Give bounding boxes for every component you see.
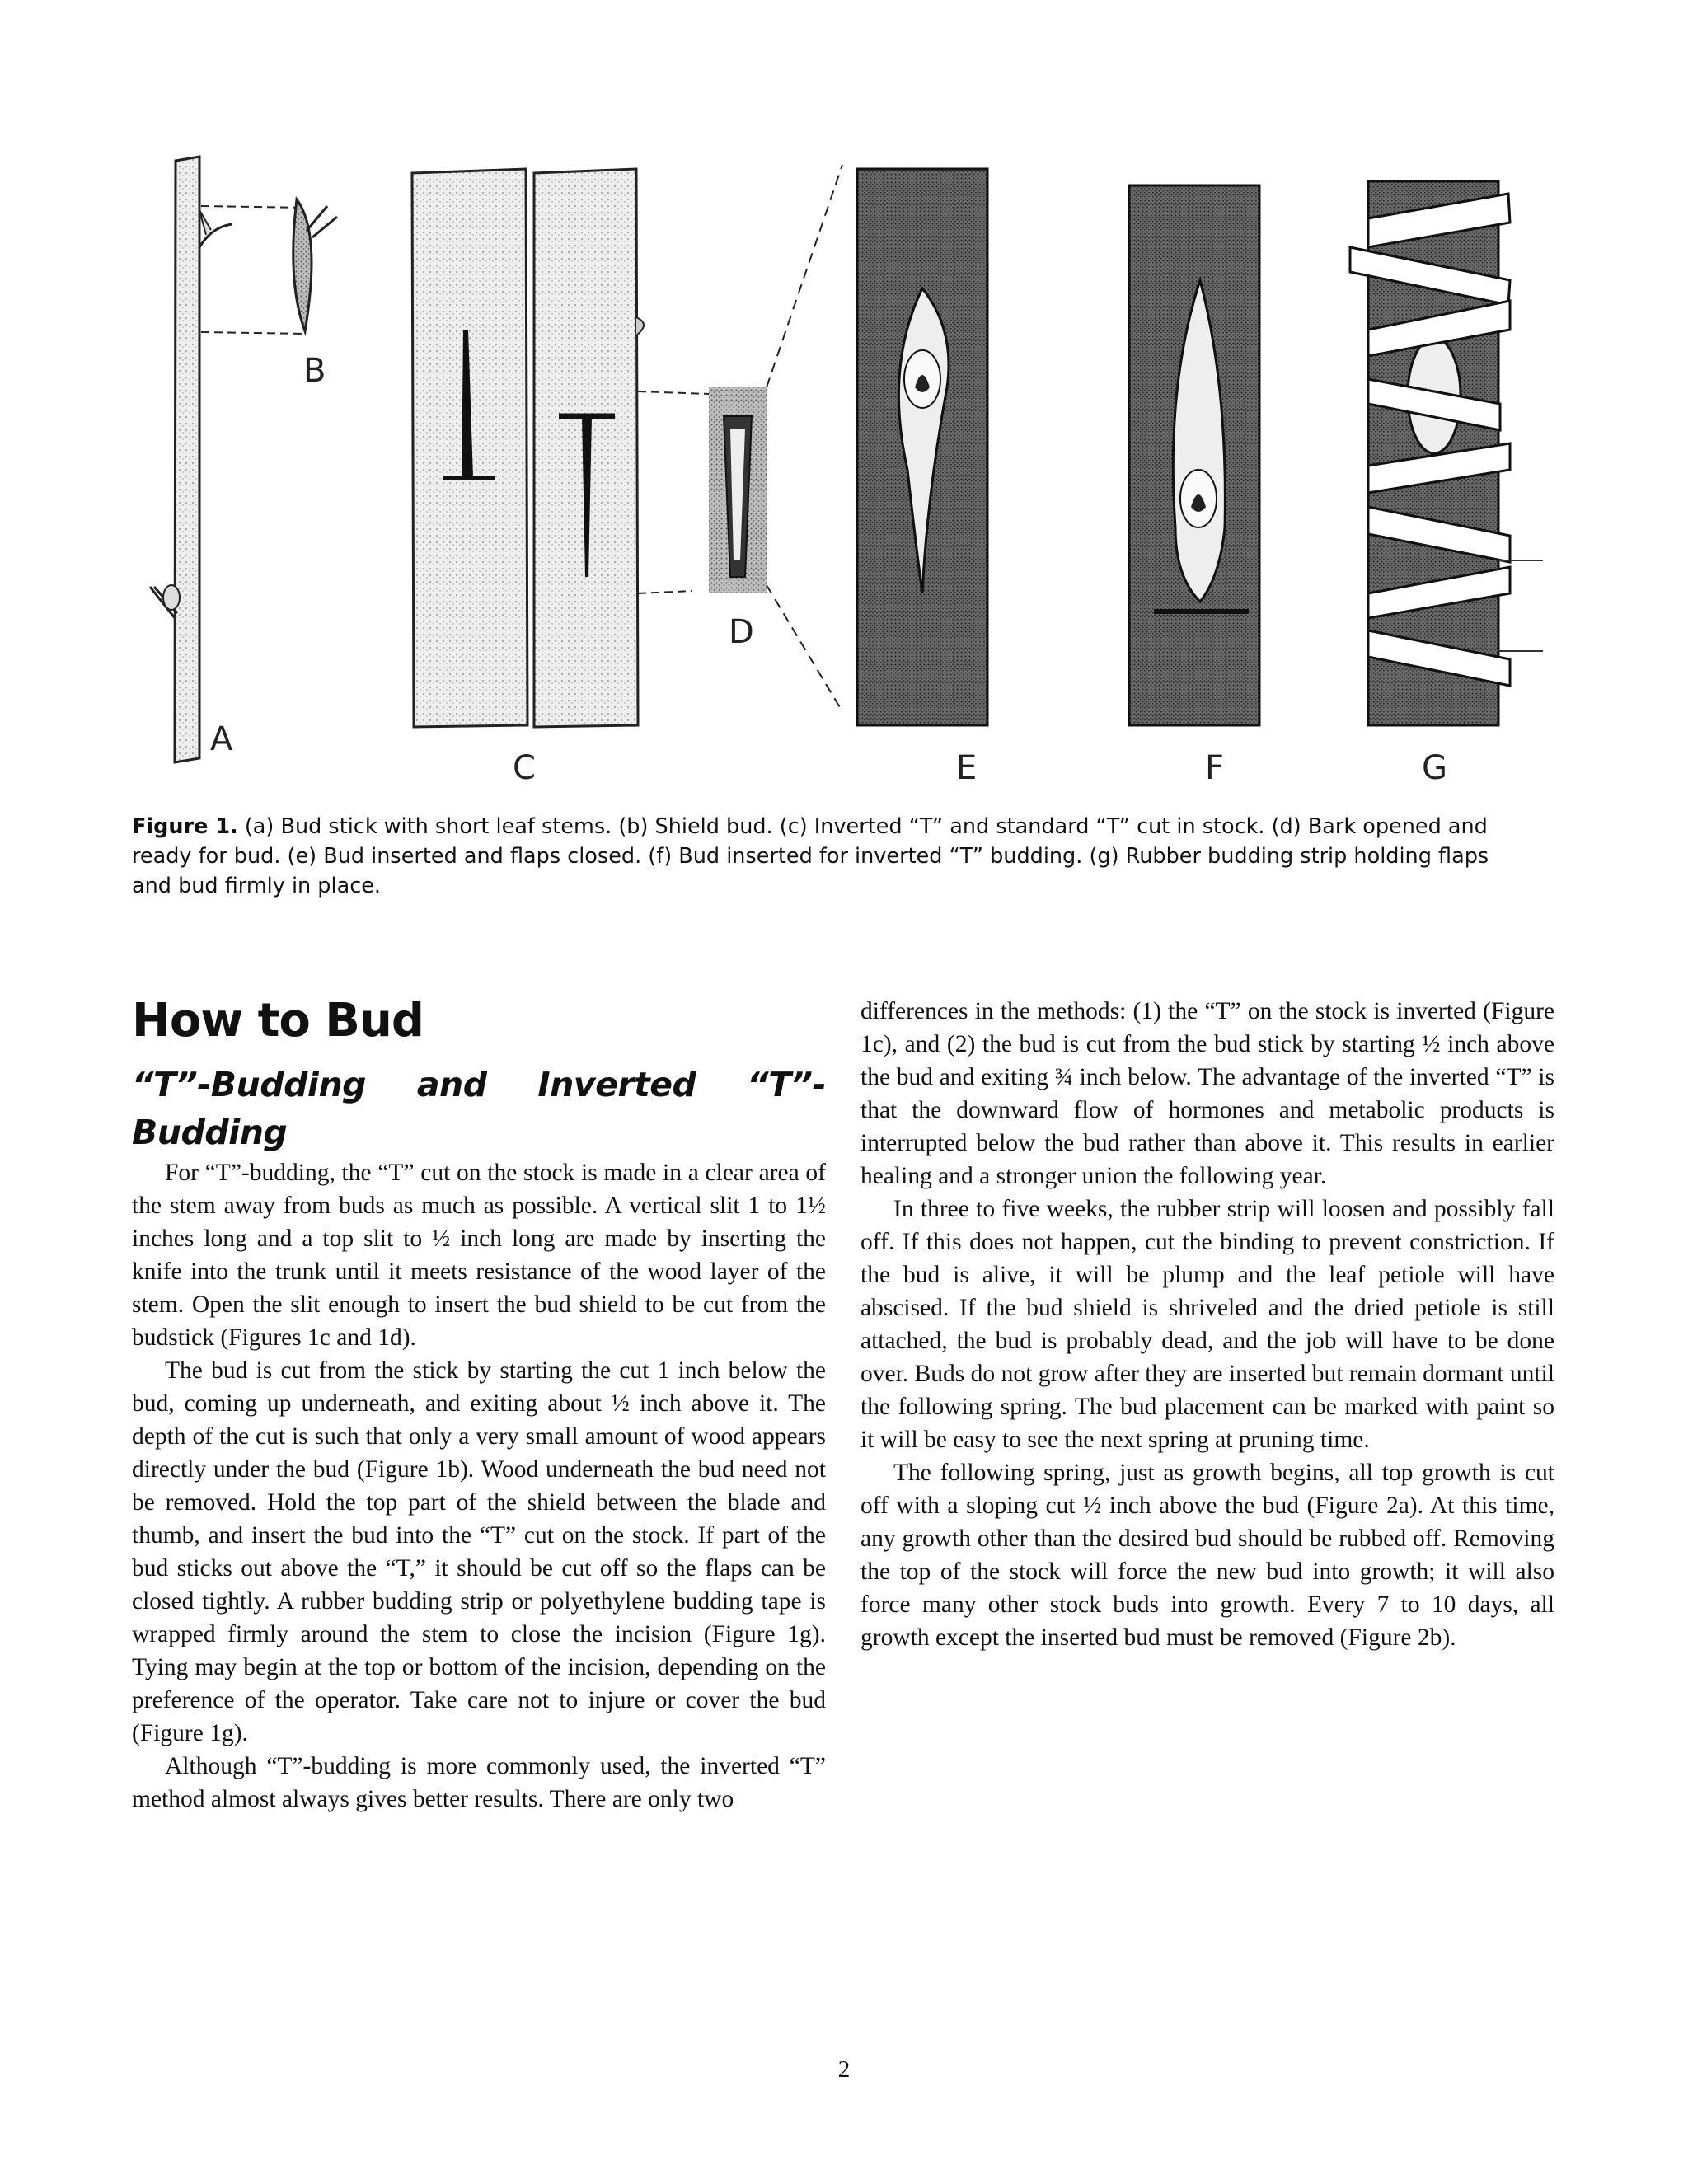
figure-e-bud-inserted	[857, 169, 987, 787]
figure-label-e: E	[956, 749, 978, 787]
body-paragraph: In three to five weeks, the rubber strip will loosen and possibly fall off. If this does not happen, cut the binding to prevent constriction. If the bud is alive, it will be plump and the leaf petiole will have abscised. If the bud shield is shriveled and the dried petiole is still attached, the bud is probably dead, and the job will have to be done over. Buds do not grow after they are inserted but remain dormant until the following spring. The bud placement can be marked with paint so it will be easy to see the next spring at pruning time.	[860, 1196, 1554, 1453]
body-paragraph: Although “T”-budding is more commonly used, the inverted “T” method almost always gives better results. There are only two	[132, 1753, 826, 1812]
figure-label-b: B	[303, 352, 326, 390]
body-paragraph: For “T”-budding, the “T” cut on the stock is made in a clear area of the stem away from buds as much as possible. A vertical slit 1 to 1½ inches long and a top slit to ½ inch long are made by inserting the knife into the trunk until it meets resistance of the wood layer of the stem. Open the slit enough to insert the bud shield to be cut from the budstick (Figures 1c and 1d).	[132, 1160, 826, 1351]
figure-g-rubber-strip	[1350, 181, 1543, 787]
figure-label-g: G	[1422, 749, 1447, 787]
figure-a-bud-stick	[150, 157, 233, 762]
figure-caption-label: Figure 1.	[132, 814, 238, 839]
figure-c-t-cuts	[412, 169, 644, 787]
figure-caption-text: (a) Bud stick with short leaf stems. (b) Shield bud. (c) Inverted “T” and standard “T” cut in stock. (d) Bark opened and ready for bud. (e) Bud inserted and flaps closed. (f) Bud inserted for inverted “T” budding. (g) Rubber budding strip holding flaps and bud firmly in place.	[132, 814, 1489, 898]
right-column	[860, 995, 1554, 1654]
section-subtitle: “T”-Budding and Inverted “T”-Budding	[132, 1065, 826, 1152]
left-column	[132, 993, 826, 1816]
figure-caption	[132, 812, 1517, 901]
page-number: 2	[837, 2056, 851, 2083]
body-paragraph: differences in the methods: (1) the “T” on the stock is inverted (Figure 1c), and (2) the bud is cut from the bud stick by starting ½ inch above the bud and exiting ¾ inch below. The advantage of the inverted “T” is that the downward flow of hormones and metabolic products is interrupted below the bud rather than above it. This results in earlier healing and a stronger union the following year.	[860, 998, 1554, 1189]
section-title: How to Bud	[132, 994, 424, 1047]
body-paragraph: The following spring, just as growth begins, all top growth is cut off with a sloping cut ½ inch above the bud (Figure 2a). At this time, any growth other than the desired bud should be rubbed off. Removing the top of the stock will force the new bud into growth; it will also force many other stock buds into growth. Every 7 to 10 days, all growth except the inserted bud must be removed (Figure 2b).	[860, 1460, 1554, 1651]
figure-label-a: A	[210, 720, 233, 758]
figure-d-bark-opened	[638, 387, 767, 651]
figure-f-inverted-t-bud	[1129, 185, 1259, 787]
budding-figure	[132, 132, 1566, 808]
figure-label-c: C	[513, 749, 536, 787]
figure-label-d: D	[729, 613, 754, 651]
figure-label-f: F	[1205, 749, 1225, 787]
body-paragraph: The bud is cut from the stick by starting the cut 1 inch below the bud, coming up underneath, and exiting about ½ inch above it. The depth of the cut is such that only a very small amount of wood appears directly under the bud (Figure 1b). Wood underneath the bud need not be removed. Hold the top part of the shield between the blade and thumb, and insert the bud into the “T” cut on the stock. If part of the bud sticks out above the “T,” it should be cut off so the flaps can be closed tightly. A rubber budding strip or polyethylene budding tape is wrapped firmly around the stem to close the incision (Figure 1g). Tying may begin at the top or bottom of the incision, depending on the preference of the operator. Take care not to injure or cover the bud (Figure 1g).	[132, 1357, 826, 1746]
